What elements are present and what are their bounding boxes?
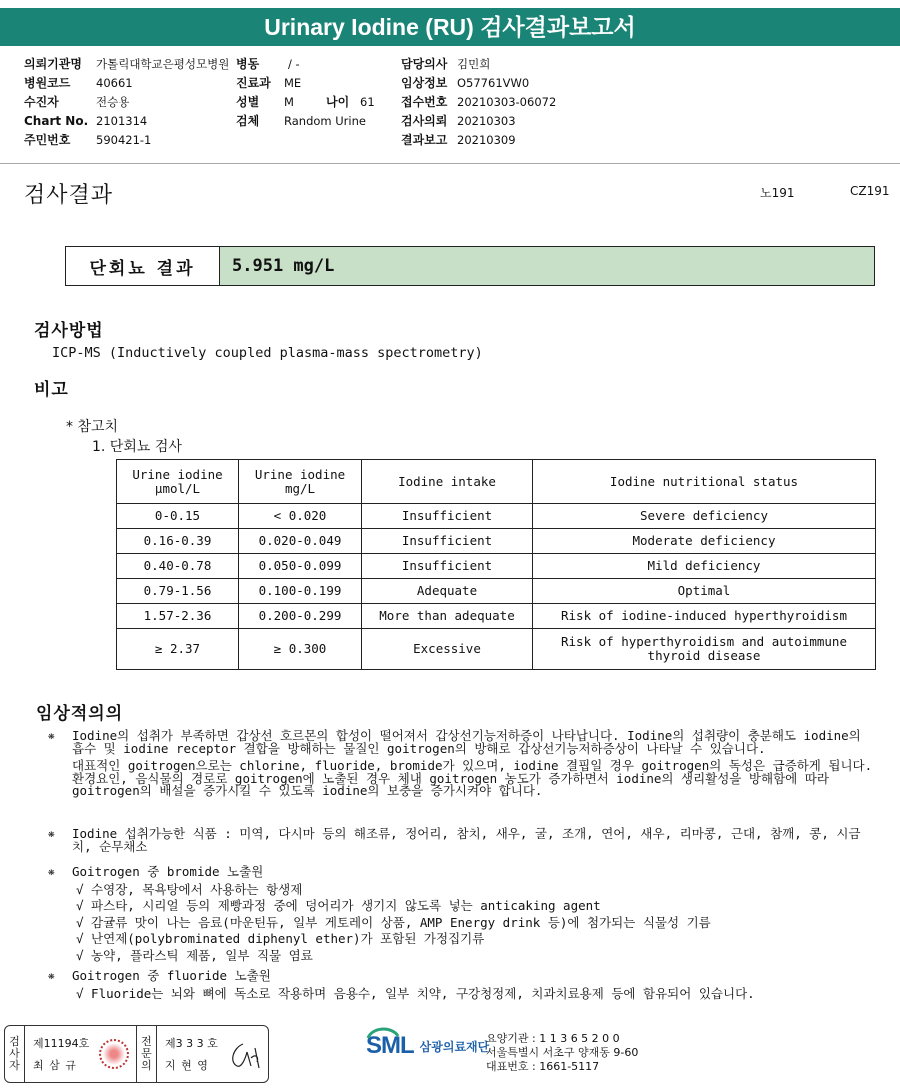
table-header: Urine iodine μmol/L — [117, 460, 239, 504]
lab-address — [486, 1032, 638, 1074]
reference-table — [116, 459, 876, 670]
sex-label: 성별 — [236, 95, 260, 109]
table-cell: More than adequate — [362, 604, 533, 629]
info-label: Chart No. — [24, 114, 89, 128]
table-cell: Excessive — [362, 629, 533, 670]
specialist-label: 전 문 의 — [137, 1026, 157, 1082]
table-cell: Mild deficiency — [533, 554, 876, 579]
fluoride-item: √ Fluoride는 뇌와 뼈에 독소로 작용하며 음용수, 일부 치약, 구강청정제, 치과치료용제 등에 함유되어 있습니다. — [76, 985, 755, 1001]
examiner-license: 제11194호 — [33, 1037, 90, 1050]
specialist-name: 지 현 영 — [165, 1059, 209, 1072]
table-cell: Adequate — [362, 579, 533, 604]
table-row — [117, 579, 876, 604]
info-label: 수진자 — [24, 95, 59, 109]
table-cell: Risk of hyperthyroidism and autoimmune thyroid disease — [533, 629, 876, 670]
table-header: Urine iodine mg/L — [239, 460, 362, 504]
examiner-cell — [25, 1026, 137, 1082]
info-value: 590421-1 — [96, 133, 152, 147]
dept-label: 진료과 — [236, 76, 271, 90]
table-header: Iodine intake — [362, 460, 533, 504]
results-heading: 검사결과 — [24, 183, 114, 208]
examiner-name: 최 삼 규 — [33, 1059, 77, 1072]
dept-value: ME — [284, 76, 302, 90]
address-line: 요양기관 : 1 1 3 6 5 2 0 0 — [486, 1032, 620, 1045]
table-cell: Risk of iodine-induced hyperthyroidism — [533, 604, 876, 629]
clinical-heading: 임상적의의 — [36, 704, 124, 724]
info-label: 접수번호 — [401, 95, 448, 109]
specimen-value: Random Urine — [284, 114, 366, 128]
signature-icon — [225, 1038, 265, 1072]
method-text: ICP-MS (Inductively coupled plasma-mass spectrometry) — [52, 345, 483, 361]
info-label: 임상정보 — [401, 76, 448, 90]
code-2: CZ191 — [850, 184, 890, 198]
signature-box — [4, 1025, 269, 1083]
table-cell: 0.100-0.199 — [239, 579, 362, 604]
clinical-paragraph-3 — [48, 866, 878, 962]
table-cell: 0.16-0.39 — [117, 529, 239, 554]
sex-value: M — [284, 95, 294, 109]
fluoride-title: Goitrogen 중 fluoride 노출원 — [72, 968, 271, 983]
info-value: 40661 — [96, 76, 133, 90]
specialist-license: 제3 3 3 호 — [165, 1037, 218, 1050]
result-value: 5.951 mg/L — [220, 247, 874, 285]
seal-icon — [99, 1039, 129, 1069]
clinical-paragraph-2 — [48, 828, 878, 858]
table-cell: ≥ 2.37 — [117, 629, 239, 670]
table-cell: < 0.020 — [239, 504, 362, 529]
clinical-text: Iodine의 섭취가 부족하면 갑상선 호르몬의 합성이 떨어져서 갑상선기능저하증이 나타납니다. Iodine의 섭취량이 충분해도 iodine의 흡수 및 iodine receptor 결합을 방해하는 물질인 goitrogen의 방해로 갑상선기능저하증상이 나타날 수 있습니다. — [72, 728, 861, 756]
info-label: 주민번호 — [24, 133, 71, 147]
bromide-item: √ 농약, 플라스틱 제품, 일부 직물 염료 — [76, 947, 313, 963]
clinical-text: 대표적인 goitrogen으로는 chlorine, fluoride, bromide가 있으며, iodine 결핍일 경우 goitrogen의 독성은 급증하게 됩니다. 환경요인, 음식물의 경로로 goitrogen에 노출된 경우 체내 goitrogen 농도가 증가하면서 iodine의 생리활성을 방해함에 따라 goitrogen의 배설을 증가시킬 수 있도록 iodine의 보충을 증가시켜야 합니다. — [72, 758, 873, 798]
reference-title: * 참고치 — [66, 419, 119, 435]
age-label: 나이 — [326, 95, 350, 109]
info-value: 2101314 — [96, 114, 148, 128]
method-heading: 검사방법 — [34, 321, 104, 341]
table-row — [117, 554, 876, 579]
table-cell: 0.79-1.56 — [117, 579, 239, 604]
report-title: Urinary Iodine (RU) 검사결과보고서 — [0, 8, 900, 46]
address-line: 서울특별시 서초구 양재동 9-60 — [486, 1046, 639, 1059]
table-cell: 0.200-0.299 — [239, 604, 362, 629]
info-label: 결과보고 — [401, 133, 448, 147]
result-box — [65, 246, 875, 286]
info-value: 전승용 — [96, 95, 130, 109]
table-cell: Optimal — [533, 579, 876, 604]
table-cell: 0.050-0.099 — [239, 554, 362, 579]
reference-subtitle: 1. 단회뇨 검사 — [92, 439, 182, 455]
info-value: 김민희 — [457, 57, 491, 71]
table-cell: Severe deficiency — [533, 504, 876, 529]
bullet-icon: ❋ — [48, 865, 55, 878]
bullet-icon: ❋ — [48, 969, 55, 982]
ward-label: 병동 — [236, 57, 260, 71]
info-left — [24, 55, 229, 150]
result-label: 단회뇨 결과 — [66, 247, 220, 285]
info-mid — [236, 55, 375, 131]
clinical-text: Iodine 섭취가능한 식품 : 미역, 다시마 등의 해조류, 정어리, 참치, 새우, 굴, 조개, 연어, 새우, 리마콩, 근대, 참깨, 콩, 시금치, 순무채소 — [72, 826, 861, 854]
bromide-item: √ 감귤류 맛이 나는 음료(마운틴듀, 일부 게토레이 상품, AMP Energy drink 등)에 첨가되는 식물성 기름 — [76, 914, 711, 930]
bullet-icon: ❋ — [48, 827, 55, 840]
table-cell: 0.40-0.78 — [117, 554, 239, 579]
info-label: 검사의뢰 — [401, 114, 448, 128]
bromide-item: √ 파스타, 시리얼 등의 제빵과정 중에 덩어리가 생기지 않도록 넣는 anticaking agent — [76, 898, 601, 913]
ward-value: / - — [288, 57, 300, 71]
table-header-row — [117, 460, 876, 504]
table-cell: 0.020-0.049 — [239, 529, 362, 554]
bromide-item: √ 수영장, 목욕탕에서 사용하는 항생제 — [76, 881, 303, 897]
specimen-label: 검체 — [236, 114, 260, 128]
info-value: 20210309 — [457, 133, 516, 147]
table-cell: Insufficient — [362, 504, 533, 529]
info-right — [401, 55, 556, 150]
info-label: 담당의사 — [401, 57, 448, 71]
table-row — [117, 604, 876, 629]
info-value: 20210303 — [457, 114, 516, 128]
table-cell: Insufficient — [362, 529, 533, 554]
table-row — [117, 529, 876, 554]
info-value: O57761VW0 — [457, 76, 530, 90]
examiner-label: 검 사 자 — [5, 1026, 25, 1082]
clinical-paragraph-1 — [48, 730, 878, 803]
table-row — [117, 504, 876, 529]
table-cell: ≥ 0.300 — [239, 629, 362, 670]
bromide-item: √ 난연제(polybrominated diphenyl ether)가 포함된 가정집기류 — [76, 931, 485, 946]
table-cell: Insufficient — [362, 554, 533, 579]
footer — [0, 1022, 900, 1090]
clinical-paragraph-4 — [48, 970, 878, 1000]
info-label: 병원코드 — [24, 76, 71, 90]
bromide-title: Goitrogen 중 bromide 노출원 — [72, 864, 264, 879]
bullet-icon: ❋ — [48, 729, 55, 742]
org-name: 삼광의료재단 — [419, 1039, 490, 1054]
info-value: 가톨릭대학교은평성모병원 — [96, 57, 230, 71]
info-label: 의뢰기관명 — [24, 57, 82, 71]
table-cell: Moderate deficiency — [533, 529, 876, 554]
table-cell: 0-0.15 — [117, 504, 239, 529]
specialist-cell — [157, 1026, 268, 1082]
divider — [0, 163, 900, 164]
age-value: 61 — [360, 95, 375, 109]
table-cell: 1.57-2.36 — [117, 604, 239, 629]
code-1: 노191 — [760, 186, 795, 200]
table-header: Iodine nutritional status — [533, 460, 876, 504]
info-value: 20210303-06072 — [457, 95, 557, 109]
table-row — [117, 629, 876, 670]
logo-text: SML — [366, 1032, 414, 1059]
address-line: 대표번호 : 1661-5117 — [486, 1060, 600, 1073]
sml-logo — [366, 1032, 489, 1060]
logo-arc-icon — [364, 1022, 402, 1054]
remarks-heading: 비고 — [34, 380, 69, 400]
